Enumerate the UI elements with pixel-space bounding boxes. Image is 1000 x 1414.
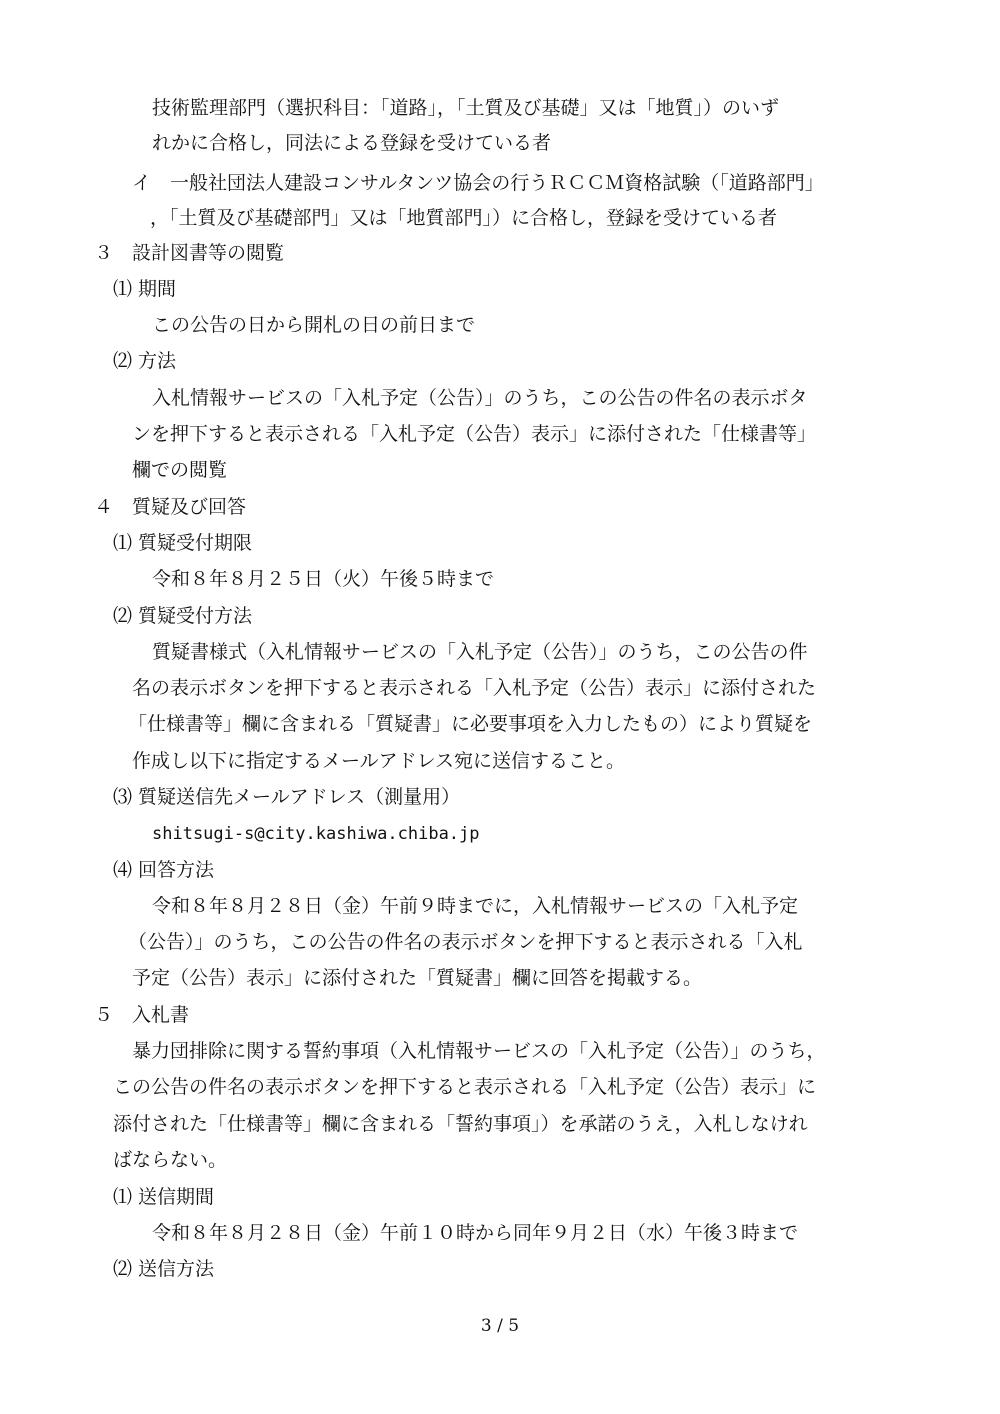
text-line: 添付された「仕様書等」欄に含まれる「誓約事項」）を承諾のうえ，入札しなけれ xyxy=(113,1113,808,1135)
section-heading-4: ４ 質疑及び回答 xyxy=(94,496,247,518)
text-line: 名の表示ボタンを押下すると表示される「入札予定（公告）表示」に添付された xyxy=(132,677,817,699)
subsection-heading: ⑴ 期間 xyxy=(113,278,177,300)
subsection-heading: ⑵ 質疑受付方法 xyxy=(113,605,253,627)
text-line: 欄での閲覧 xyxy=(132,459,228,481)
text-line: この公告の日から開札の日の前日まで xyxy=(152,314,476,336)
text-line: 令和８年８月２５日（火）午後５時まで xyxy=(152,568,495,590)
text-line: この公告の件名の表示ボタンを押下すると表示される「入札予定（公告）表示」に xyxy=(113,1076,817,1098)
subsection-heading: ⑷ 回答方法 xyxy=(113,859,215,881)
section-heading-5: ５ 入札書 xyxy=(94,1004,190,1026)
text-line: れかに合格し，同法による登録を受けている者 xyxy=(152,132,552,154)
text-line: 質疑書様式（入札情報サービスの「入札予定（公告）」のうち，この公告の件 xyxy=(152,641,808,663)
text-line: 令和８年８月２８日（金）午前９時までに，入札情報サービスの「入札予定 xyxy=(152,895,799,917)
subsection-heading: ⑵ 送信方法 xyxy=(113,1258,215,1280)
text-line: 予定（公告）表示」に添付された「質疑書」欄に回答を掲載する。 xyxy=(132,967,703,989)
text-line: 暴力団排除に関する誓約事項（入札情報サービスの「入札予定（公告）」のうち， xyxy=(132,1040,826,1062)
text-line: 作成し以下に指定するメールアドレス宛に送信すること。 xyxy=(132,750,626,772)
section-heading-3: ３ 設計図書等の閲覧 xyxy=(94,242,285,264)
page-number: 3 / 5 xyxy=(480,1316,520,1336)
text-line: ，「土質及び基礎部門」又は「地質部門」）に合格し，登録を受けている者 xyxy=(150,207,778,229)
text-line: ンを押下すると表示される「入札予定（公告）表示」に添付された「仕様書等」 xyxy=(132,423,817,445)
text-line: 入札情報サービスの「入札予定（公告）」のうち，この公告の件名の表示ボタ xyxy=(152,387,808,409)
text-line: ばならない。 xyxy=(113,1149,228,1171)
subsection-heading: ⑴ 送信期間 xyxy=(113,1186,215,1208)
text-line: 「仕様書等」欄に含まれる「質疑書」に必要事項を入力したもの）により質疑を xyxy=(128,713,813,735)
text-line: 令和８年８月２８日（金）午前１０時から同年９月２日（水）午後３時まで xyxy=(152,1222,799,1244)
subsection-heading: ⑶ 質疑送信先メールアドレス（測量用） xyxy=(113,786,461,808)
list-item-i: イ 一般社団法人建設コンサルタンツ協会の行うＲＣＣＭ資格試験（「道路部門」 xyxy=(132,172,824,194)
subsection-heading: ⑴ 質疑受付期限 xyxy=(113,532,253,554)
text-line: 技術監理部門（選択科目：「道路」，「土質及び基礎」又は「地質」）のいず xyxy=(152,97,780,119)
subsection-heading: ⑵ 方法 xyxy=(113,350,177,372)
email-address: shitsugi-s@city.kashiwa.chiba.jp xyxy=(152,824,480,844)
text-line: （公告）」のうち，この公告の件名の表示ボタンを押下すると表示される「入札 xyxy=(128,931,803,953)
